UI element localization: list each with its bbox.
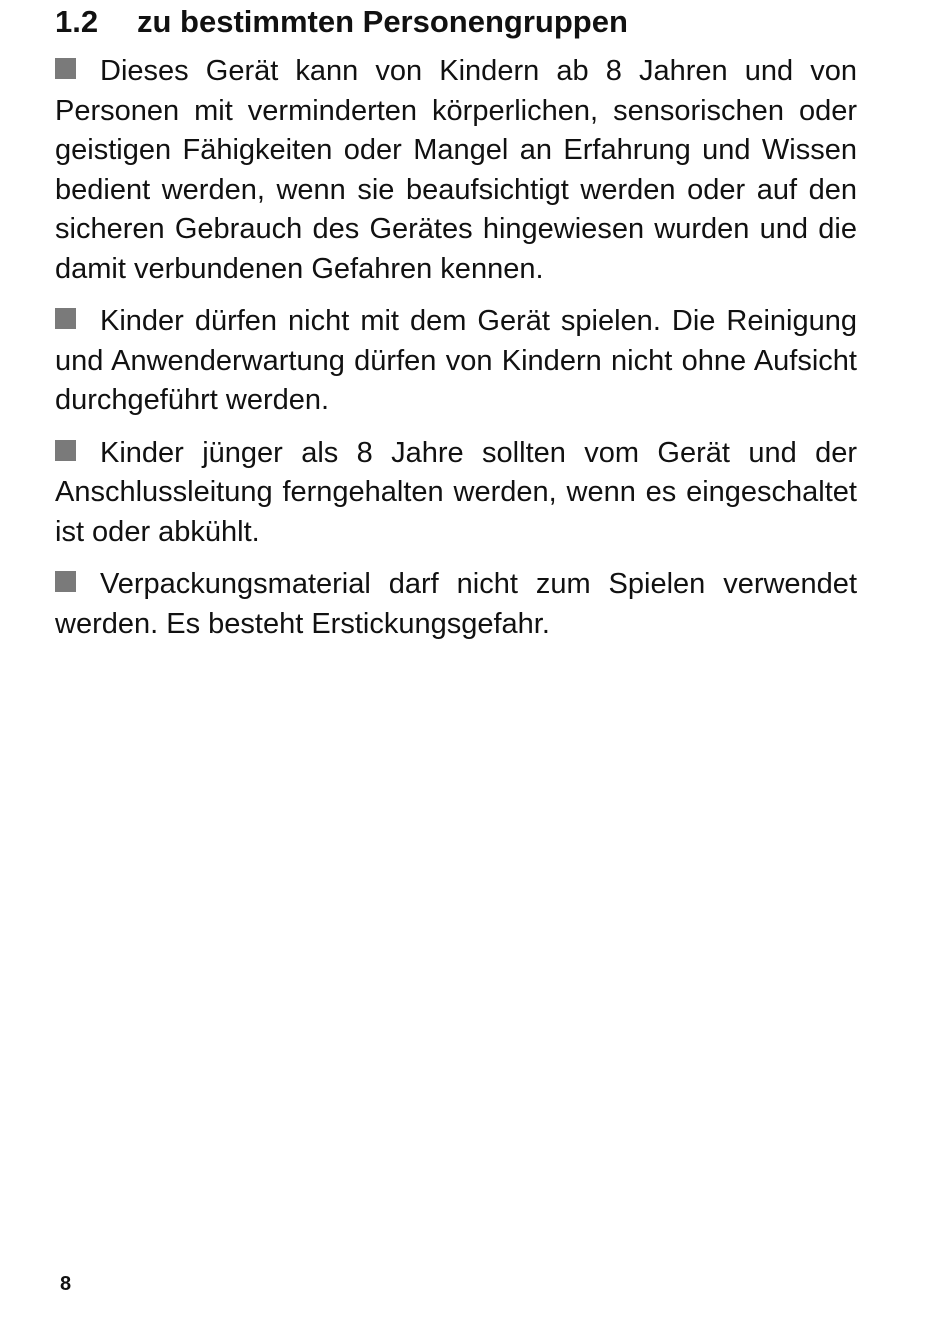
safety-note xyxy=(55,565,857,644)
square-bullet-icon xyxy=(55,571,76,592)
section-number: 1.2 xyxy=(55,4,99,39)
safety-notes-list xyxy=(55,52,857,657)
square-bullet-icon xyxy=(55,308,76,329)
safety-note-text: Kinder jünger als 8 Jahre sollten vom Gerät und der Anschlussleitung ferngehalten werden, wenn es eingeschaltet ist oder abkühlt. xyxy=(55,436,857,548)
safety-note xyxy=(55,434,857,553)
safety-note-text: Verpackungsmaterial darf nicht zum Spielen verwendet werden. Es besteht Erstickungsgefahr. xyxy=(55,568,857,640)
safety-note xyxy=(55,302,857,421)
page-number: 8 xyxy=(60,1273,72,1295)
section-heading xyxy=(55,2,628,42)
square-bullet-icon xyxy=(55,440,76,461)
square-bullet-icon xyxy=(55,58,76,79)
safety-note-text: Kinder dürfen nicht mit dem Gerät spielen. Die Reinigung und Anwenderwartung dürfen von Kindern nicht ohne Aufsicht durchgeführt werden. xyxy=(55,305,857,416)
section-title: zu bestimmten Personengruppen xyxy=(137,4,628,39)
safety-note xyxy=(55,52,857,289)
safety-note-text: Dieses Gerät kann von Kindern ab 8 Jahren und von Personen mit verminderten körperlichen, sensorischen oder geistigen Fähigkeiten oder Mangel an Erfahrung und Wissen bedient werden, wenn sie beaufsichtigt werden oder auf den sicheren Gebrauch des Gerätes hingewiesen wurden und die damit verbundenen Gefahren kennen. xyxy=(55,55,857,285)
